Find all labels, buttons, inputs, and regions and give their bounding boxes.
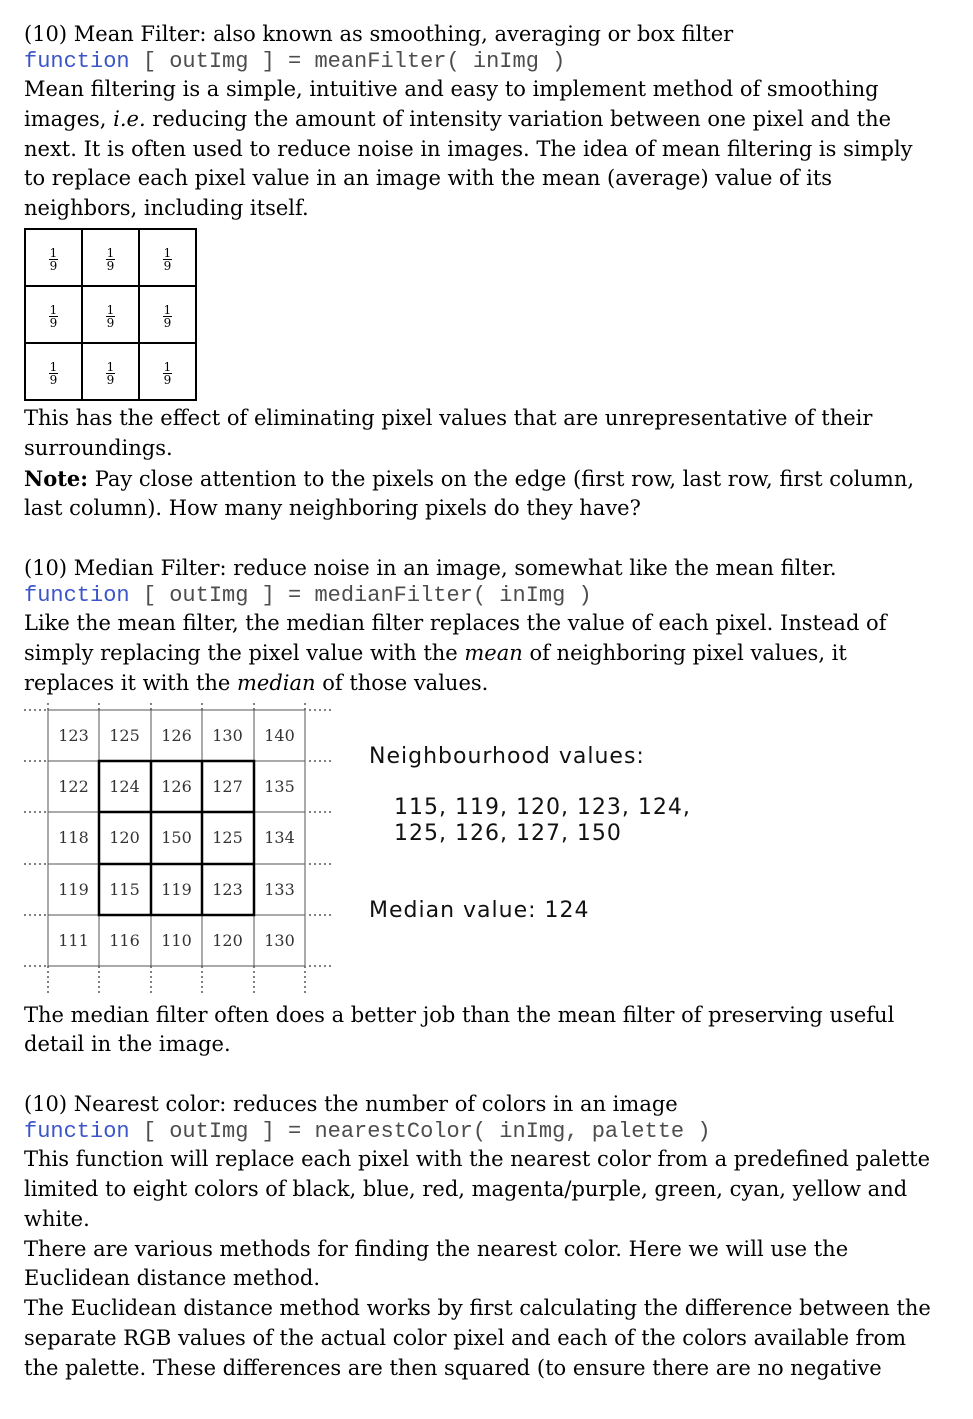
neighbourhood-values-list — [394, 795, 691, 847]
grid-cell-value: 110 — [161, 930, 192, 950]
kernel-cell — [82, 229, 139, 286]
grid-cell-value: 118 — [58, 827, 89, 847]
median-emphasis: median — [237, 670, 316, 695]
code-keyword: function — [24, 49, 130, 74]
mean-desc-line: to replace each pixel value in an image with the mean (average) value of its — [24, 166, 833, 191]
nearest-desc-line: white. — [24, 1206, 90, 1231]
nearest-euclid-line: the palette. These differences are then squared (to ensure there are no negative — [24, 1355, 882, 1380]
median-conclusion-line: The median filter often does a better job than the mean filter of preserving useful — [24, 1002, 895, 1027]
grid-cell-value: 120 — [212, 930, 243, 950]
code-signature: [ outImg ] = nearestColor( inImg, palette ) — [129, 1119, 711, 1145]
code-signature: [ outImg ] = medianFilter( inImg ) — [129, 583, 592, 609]
mean-filter-signature — [24, 49, 954, 75]
kernel-fraction: $\frac{1}{9}$ — [163, 246, 172, 274]
grid-cell-value: 119 — [161, 879, 192, 899]
code-keyword: function — [24, 1119, 130, 1145]
mean-filter-section — [24, 20, 954, 524]
median-filter-section — [24, 554, 954, 1060]
kernel-cell — [25, 286, 82, 343]
nearest-euclid-line: The Euclidean distance method works by first calculating the difference between the — [24, 1296, 931, 1321]
ie-emphasis: i.e. — [113, 106, 146, 131]
grid-cell-value: 125 — [212, 827, 243, 847]
grid-cell-value: 130 — [212, 725, 243, 745]
kernel-fraction: $\frac{1}{9}$ — [49, 246, 58, 274]
grid-cell-value: 150 — [161, 827, 192, 847]
mean-kernel-table — [24, 228, 197, 401]
neighbourhood-values-label: Neighbourhood values: — [369, 743, 645, 769]
mean-effect-line: surroundings. — [24, 435, 173, 460]
code-signature: [ outImg ] = meanFilter( inImg ) — [129, 49, 566, 74]
kernel-fraction: $\frac{1}{9}$ — [106, 303, 115, 331]
median-value-label: Median value: 124 — [369, 897, 590, 923]
grid-cell-value: 111 — [58, 930, 89, 950]
grid-cell-value: 127 — [212, 776, 243, 796]
note-label: Note: — [24, 465, 89, 491]
code-keyword: function — [24, 583, 130, 609]
neighbourhood-values-line: 125, 126, 127, 150 — [394, 820, 622, 846]
mean-desc-line: images, i.e. reducing the amount of intensity variation between one pixel and the — [24, 106, 892, 131]
grid-cell-value: 115 — [109, 879, 140, 899]
nearest-color-section — [24, 1090, 954, 1383]
nearest-methods-line: Euclidean distance method. — [24, 1266, 320, 1291]
grid-cell-value: 126 — [161, 776, 192, 796]
median-desc-line: simply replacing the pixel value with the mean of neighboring pixel values, it — [24, 640, 847, 665]
kernel-cell — [139, 343, 196, 400]
mean-filter-heading: (10) Mean Filter: also known as smoothing, averaging or box filter — [24, 22, 734, 46]
neighbourhood-values-line: 115, 119, 120, 123, 124, — [394, 794, 691, 820]
kernel-cell — [139, 229, 196, 286]
grid-cell-value: 134 — [264, 827, 295, 847]
median-desc-line: Like the mean filter, the median filter replaces the value of each pixel. Instead of — [24, 611, 887, 636]
mean-desc-line: neighbors, including itself. — [24, 196, 309, 221]
median-neighbourhood-grid — [24, 703, 334, 1001]
nearest-euclid-line: separate RGB values of the actual color pixel and each of the colors available from — [24, 1325, 907, 1350]
kernel-fraction: $\frac{1}{9}$ — [106, 360, 115, 388]
median-conclusion-line: detail in the image. — [24, 1032, 231, 1057]
median-figure — [24, 703, 954, 1001]
grid-cell-value: 123 — [58, 725, 89, 745]
mean-note-line: last column). How many neighboring pixels do they have? — [24, 496, 641, 521]
document-page — [24, 20, 954, 1384]
median-desc-line: replaces it with the median of those values. — [24, 670, 489, 695]
kernel-cell — [25, 229, 82, 286]
nearest-desc-line: This function will replace each pixel with the nearest color from a predefined palette — [24, 1147, 931, 1172]
kernel-cell — [82, 286, 139, 343]
kernel-fraction: $\frac{1}{9}$ — [49, 360, 58, 388]
mean-note: Note: Pay close attention to the pixels on the edge (first row, last row, first column, — [24, 465, 915, 491]
grid-cell-value: 130 — [264, 930, 295, 950]
mean-desc-line: Mean filtering is a simple, intuitive and easy to implement method of smoothing — [24, 77, 879, 101]
grid-cell-value: 120 — [109, 827, 140, 847]
grid-cell-value: 125 — [109, 725, 140, 745]
kernel-fraction: $\frac{1}{9}$ — [49, 303, 58, 331]
grid-cell-value: 124 — [109, 776, 140, 796]
nearest-color-heading: (10) Nearest color: reduces the number of colors in an image — [24, 1092, 678, 1117]
grid-cell-value: 119 — [58, 879, 89, 899]
mean-emphasis: mean — [464, 640, 523, 665]
kernel-fraction: $\frac{1}{9}$ — [163, 360, 172, 388]
kernel-fraction: $\frac{1}{9}$ — [163, 303, 172, 331]
mean-effect-line: This has the effect of eliminating pixel values that are unrepresentative of their — [24, 405, 873, 430]
grid-cell-value: 126 — [161, 725, 192, 745]
nearest-color-signature — [24, 1119, 954, 1145]
grid-cell-value: 122 — [58, 776, 89, 796]
nearest-desc-line: limited to eight colors of black, blue, red, magenta/purple, green, cyan, yellow and — [24, 1176, 908, 1201]
nearest-methods-line: There are various methods for finding the nearest color. Here we will use the — [24, 1236, 849, 1261]
kernel-cell — [25, 343, 82, 400]
kernel-fraction: $\frac{1}{9}$ — [106, 246, 115, 274]
median-filter-signature — [24, 583, 954, 609]
mean-desc-line: next. It is often used to reduce noise in images. The idea of mean filtering is simply — [24, 136, 913, 161]
median-filter-heading: (10) Median Filter: reduce noise in an image, somewhat like the mean filter. — [24, 556, 837, 581]
grid-cell-value: 116 — [109, 930, 140, 950]
kernel-cell — [82, 343, 139, 400]
grid-cell-value: 135 — [264, 776, 295, 796]
kernel-cell — [139, 286, 196, 343]
grid-cell-value: 133 — [264, 879, 295, 899]
grid-cell-value: 123 — [212, 879, 243, 899]
grid-cell-value: 140 — [264, 725, 295, 745]
